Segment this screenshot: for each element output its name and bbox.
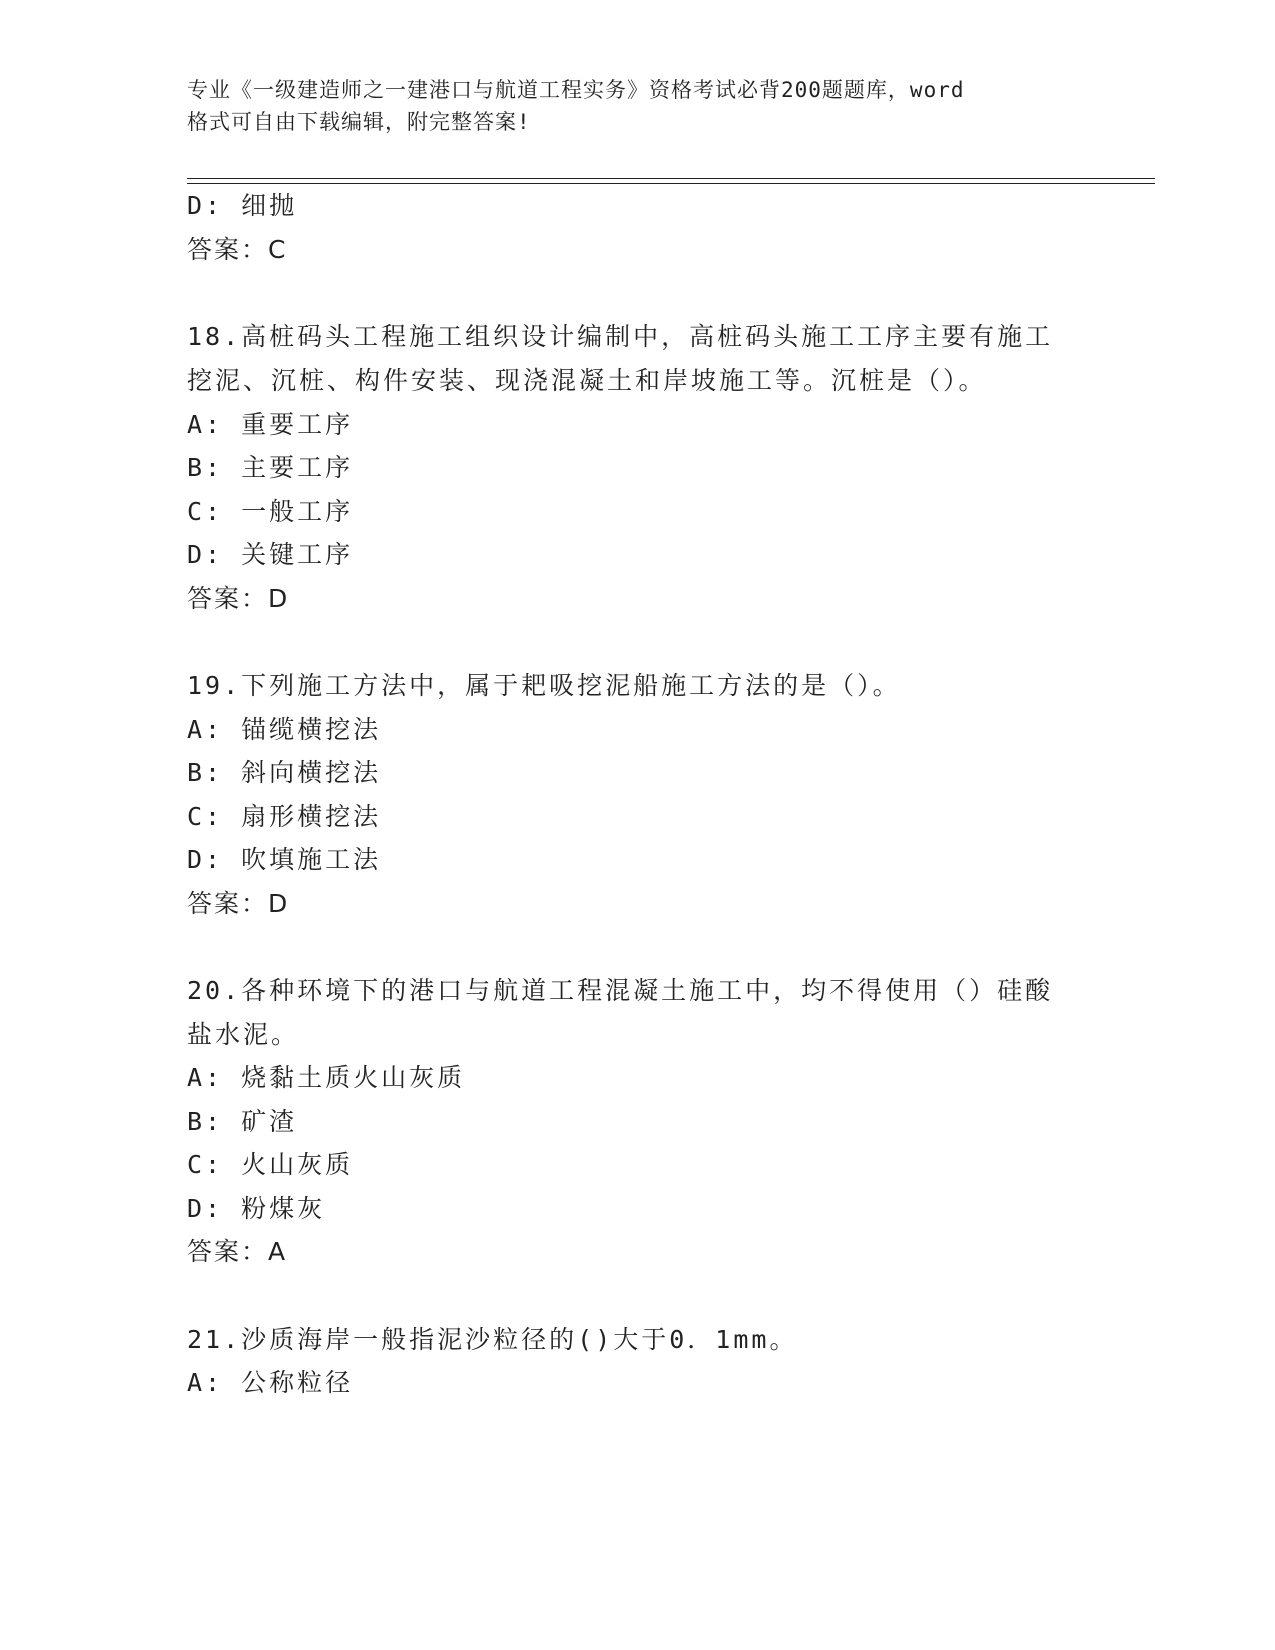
q20-option-a: A: 烧黏土质火山灰质 xyxy=(187,1063,466,1092)
header-divider-top xyxy=(187,178,1155,179)
q19-stem-line-1: 19.下列施工方法中，属于耙吸挖泥船施工方法的是（）。 xyxy=(187,671,901,700)
q18-option-c: C: 一般工序 xyxy=(187,497,354,526)
q19-option-d: D: 吹填施工法 xyxy=(187,845,382,874)
q18-option-b: B: 主要工序 xyxy=(187,453,354,482)
q21-stem-line-1: 21.沙质海岸一般指泥沙粒径的()大于0．1mm。 xyxy=(187,1325,798,1354)
q21-option-a: A: 公称粒径 xyxy=(187,1368,354,1397)
q18-stem-line-1: 18.高桩码头工程施工组织设计编制中，高桩码头施工工序主要有施工 xyxy=(187,322,1054,351)
q19-option-a: A: 锚缆横挖法 xyxy=(187,715,382,744)
document-header xyxy=(187,74,1067,138)
q18-option-a: A: 重要工序 xyxy=(187,410,354,439)
header-line-1: 专业《一级建造师之一建港口与航道工程实务》资格考试必背200题题库，word xyxy=(187,78,965,102)
q20-answer: 答案：A xyxy=(187,1237,288,1266)
q18-answer: 答案：D xyxy=(187,584,290,613)
q18-stem-line-2: 挖泥、沉桩、构件安装、现浇混凝土和岸坡施工等。沉桩是（）。 xyxy=(187,366,987,395)
q19-option-b: B: 斜向横挖法 xyxy=(187,758,382,787)
q18-option-d: D: 关键工序 xyxy=(187,540,354,569)
header-divider-bottom xyxy=(187,183,1155,184)
q20-stem-line-1: 20.各种环境下的港口与航道工程混凝土施工中，均不得使用（）硅酸 xyxy=(187,976,1054,1005)
q20-option-c: C: 火山灰质 xyxy=(187,1150,354,1179)
header-line-2: 格式可自由下载编辑，附完整答案! xyxy=(187,110,531,134)
q19-option-c: C: 扇形横挖法 xyxy=(187,802,382,831)
q17-answer: 答案：C xyxy=(187,235,288,264)
q17-option-d: D: 细抛 xyxy=(187,191,298,220)
q19-answer: 答案：D xyxy=(187,889,290,918)
q20-option-d: D: 粉煤灰 xyxy=(187,1194,326,1223)
q20-option-b: B: 矿渣 xyxy=(187,1107,298,1136)
q20-stem-line-2: 盐水泥。 xyxy=(187,1020,300,1049)
